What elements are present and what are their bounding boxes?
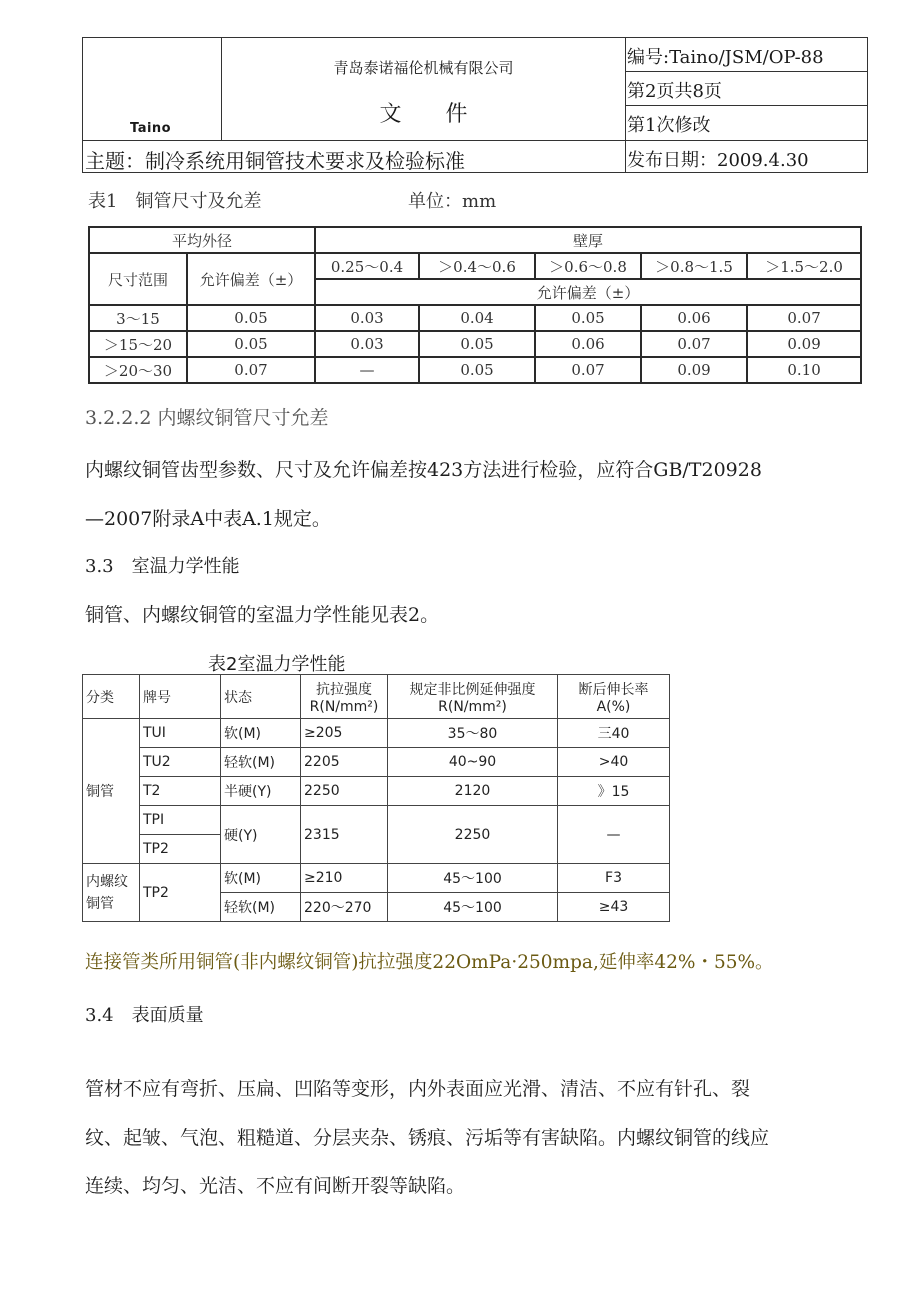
table1-unit: 单位：mm [408,191,497,212]
document-header [82,37,868,173]
wall-tolerance-cell: 0.07 [641,331,747,357]
copper-tube-size-table [88,226,862,384]
yield-cell: 40~90 [388,748,558,777]
table1-caption: 表1 铜管尺寸及允差 [88,191,262,212]
revision-info: 第1次修改 [627,115,711,136]
paragraph-connecting-tube: 连接管类所用铜管(非内螺纹铜管)抗拉强度22OmPa·250mpa,延伸率42%・55%。 [85,952,774,973]
header-tensile [301,675,388,719]
elongation-cell: — [558,806,670,864]
grade-cell: TU2 [140,748,221,777]
state-cell: 半硬(Y) [221,777,301,806]
elongation-cell: 》15 [558,777,670,806]
wall-tolerance-cell: 0.07 [747,305,861,331]
wall-tolerance-header: 允许偏差（±） [315,279,861,305]
paragraph-surface-line2: 纹、起皱、气泡、粗糙道、分层夹杂、锈痕、污垢等有害缺陷。内螺纹铜管的线应 [85,1127,770,1149]
size-range-cell: ＞15～20 [89,331,187,357]
wall-tolerance-cell: 0.09 [641,357,747,383]
header-category: 分类 [83,675,140,719]
header-elongation [558,675,670,719]
table-row [83,748,670,777]
tensile-cell: 2250 [301,777,388,806]
header-state: 状态 [221,675,301,719]
table-row [83,864,670,893]
elongation-cell: >40 [558,748,670,777]
header-tensile-unit: R(N/mm²) [309,698,379,715]
od-tolerance-cell: 0.07 [187,357,315,383]
od-tolerance-cell: 0.05 [187,305,315,331]
state-cell: 轻软(M) [221,893,301,922]
category-inner-thread-cell: 内螺纹铜管 [83,864,140,922]
wall-tolerance-cell: 0.10 [747,357,861,383]
od-tolerance-cell: 0.05 [187,331,315,357]
yield-cell: 45～100 [388,864,558,893]
grade-cell: TPI [140,806,221,835]
grade-cell: T2 [140,777,221,806]
state-cell: 软(M) [221,719,301,748]
document-type: 文 件 [379,102,468,127]
yield-cell: 45～100 [388,893,558,922]
wall-tolerance-cell: 0.04 [419,305,535,331]
state-cell: 硬(Y) [221,806,301,864]
tensile-cell: 2205 [301,748,388,777]
tensile-cell: 2315 [301,806,388,864]
yield-cell: 35～80 [388,719,558,748]
doc-number: 编号:Taino/JSM/OP-88 [627,47,824,68]
header-elongation-unit: A(%) [596,698,631,715]
wall-tolerance-cell: 0.05 [419,331,535,357]
paragraph-inner-thread-line1: 内螺纹铜管齿型参数、尺寸及允许偏差按423方法进行检验，应符合GB/T20928 [85,459,762,481]
wall-header: 壁厚 [315,227,861,253]
state-cell: 轻软(M) [221,748,301,777]
wall-range: ＞0.6～0.8 [535,253,641,279]
wall-range: ＞0.4～0.6 [419,253,535,279]
yield-cell: 2250 [388,806,558,864]
size-range-cell: ＞20～30 [89,357,187,383]
header-tensile-name: 抗拉强度 [316,681,372,698]
wall-range: ＞0.8～1.5 [641,253,747,279]
paragraph-mechanical: 铜管、内螺纹铜管的室温力学性能见表2。 [85,604,440,626]
table-row [83,806,670,835]
paragraph-surface-line1: 管材不应有弯折、压扁、凹陷等变形，内外表面应光滑、清洁、不应有针孔、裂 [85,1078,751,1100]
tensile-cell: ≥210 [301,864,388,893]
grade-cell: TP2 [140,864,221,922]
grade-cell: TUI [140,719,221,748]
section-heading-33: 3.3 室温力学性能 [85,556,240,577]
grade-cell: TP2 [140,835,221,864]
wall-range: 0.25～0.4 [315,253,419,279]
header-elongation-name: 断后伸长率 [578,681,649,698]
elongation-cell: F3 [558,864,670,893]
wall-tolerance-cell: 0.03 [315,331,419,357]
elongation-cell: 三40 [558,719,670,748]
wall-range: ＞1.5～2.0 [747,253,861,279]
document-subject: 主题：制冷系统用铜管技术要求及检验标准 [85,149,465,173]
wall-tolerance-cell: 0.07 [535,357,641,383]
page-info: 第2页共8页 [627,81,722,102]
yield-cell: 2120 [388,777,558,806]
header-grade: 牌号 [140,675,221,719]
wall-tolerance-cell: 0.06 [535,331,641,357]
table-row [83,719,670,748]
table-row [89,357,861,383]
wall-tolerance-cell: 0.05 [535,305,641,331]
size-range-header: 尺寸范围 [89,253,187,305]
elongation-cell: ≥43 [558,893,670,922]
mechanical-properties-table [82,674,670,922]
company-name: 青岛泰诺福伦机械有限公司 [333,59,514,77]
avg-od-header: 平均外径 [89,227,315,253]
release-date: 发布日期：2009.4.30 [627,150,809,171]
section-heading-34: 3.4 表面质量 [85,1005,204,1026]
wall-tolerance-cell: — [315,357,419,383]
table-row [83,777,670,806]
section-heading-3222: 3.2.2.2 内螺纹铜管尺寸允差 [85,407,329,429]
od-tolerance-header: 允许偏差（±） [187,253,315,305]
header-yield-unit: R(N/mm²) [438,698,507,715]
wall-tolerance-cell: 0.05 [419,357,535,383]
size-range-cell: 3～15 [89,305,187,331]
header-yield [388,675,558,719]
header-yield-name: 规定非比例延伸强度 [409,681,536,698]
tensile-cell: ≥205 [301,719,388,748]
tensile-cell: 220～270 [301,893,388,922]
state-cell: 软(M) [221,864,301,893]
paragraph-inner-thread-line2: —2007附录A中表A.1规定。 [85,508,331,530]
wall-tolerance-cell: 0.06 [641,305,747,331]
table2-caption: 表2室温力学性能 [208,654,346,675]
table-row [89,331,861,357]
wall-tolerance-cell: 0.09 [747,331,861,357]
wall-tolerance-cell: 0.03 [315,305,419,331]
company-logo: Taino [130,121,172,136]
paragraph-surface-line3: 连续、均匀、光洁、不应有间断开裂等缺陷。 [85,1175,466,1197]
table-row [89,305,861,331]
category-copper-cell: 铜管 [83,719,140,864]
